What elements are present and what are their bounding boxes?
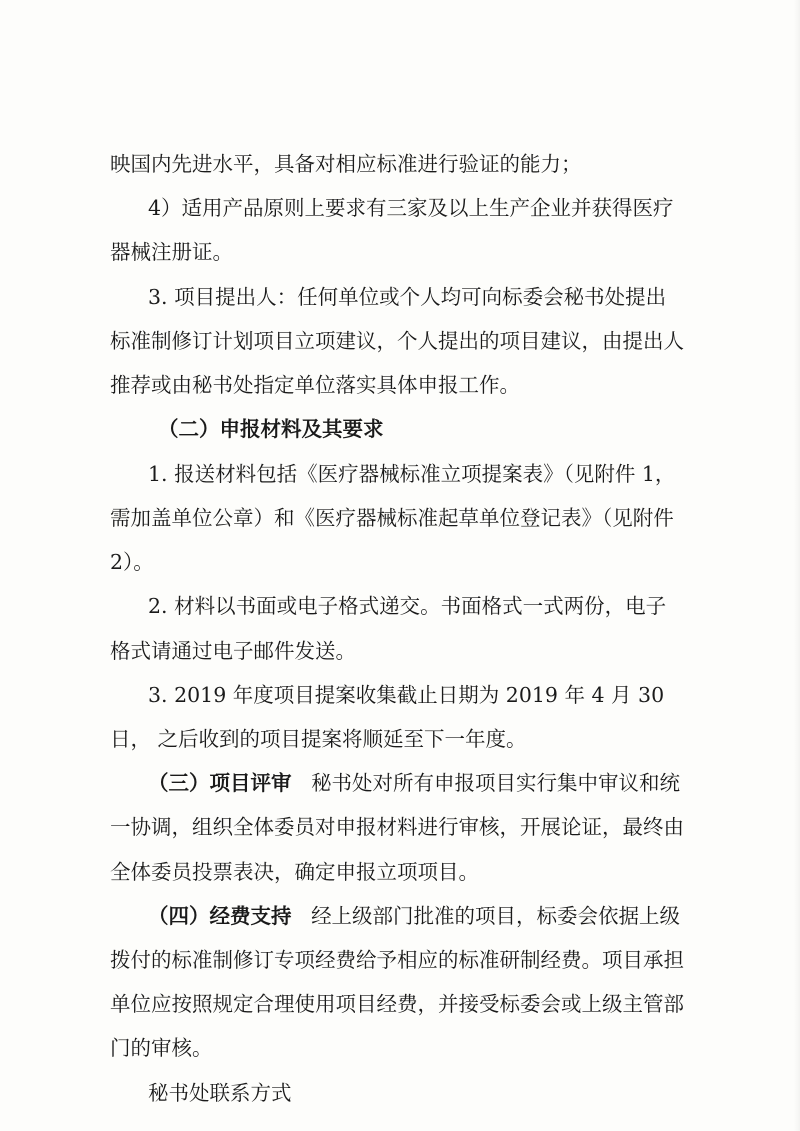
- text-line: 器械注册证。: [110, 240, 233, 264]
- text-line: 格式请通过电子邮件发送。: [110, 639, 356, 663]
- text-line: [148, 898, 700, 934]
- section-text: 经上级部门批准的项目，标委会依据上级: [311, 904, 681, 928]
- text-line: 一协调，组织全体委员对申报材料进行审核，开展论证，最终由: [110, 815, 684, 839]
- text-line: 推荐或由秘书处指定单位落实具体申报工作。: [110, 373, 520, 397]
- section-heading: （四）经费支持: [148, 904, 292, 928]
- text-line: 需加盖单位公章）和《医疗器械标准起草单位登记表》（见附件: [110, 506, 674, 530]
- text-line: 秘书处联系方式: [148, 1081, 292, 1105]
- text-line: 2. 材料以书面或电子格式递交。书面格式一式两份，电子: [148, 594, 667, 618]
- text-line: 全体委员投票表决，确定申报立项项目。: [110, 860, 479, 884]
- section-heading: （二）申报材料及其要求: [158, 417, 384, 441]
- text-line: 日， 之后收到的项目提案将顺延至下一年度。: [110, 727, 527, 751]
- text-line: 2）。: [110, 550, 154, 574]
- text-line: 门的审核。: [110, 1036, 213, 1060]
- text-line: 4）适用产品原则上要求有三家及以上生产企业并获得医疗: [148, 196, 674, 220]
- text-line: 3. 2019 年度项目提案收集截止日期为 2019 年 4 月 30: [148, 683, 665, 707]
- section-text: 秘书处对所有申报项目实行集中审议和统: [311, 771, 681, 795]
- text-line: 拨付的标准制修订专项经费给予相应的标准研制经费。项目承担: [110, 948, 684, 972]
- section-heading: （三）项目评审: [148, 771, 292, 795]
- text-line: 1. 报送材料包括《医疗器械标准立项提案表》（见附件 1，: [148, 462, 676, 486]
- scan-edge-shadow: [794, 0, 800, 1131]
- text-line: 单位应按照规定合理使用项目经费，并接受标委会或上级主管部: [110, 992, 684, 1016]
- text-line: [148, 765, 700, 801]
- text-line: 映国内先进水平，具备对相应标准进行验证的能力；: [110, 152, 582, 176]
- text-line: 3. 项目提出人：任何单位或个人均可向标委会秘书处提出: [148, 285, 667, 309]
- text-line: 标准制修订计划项目立项建议，个人提出的项目建议，由提出人: [110, 329, 684, 353]
